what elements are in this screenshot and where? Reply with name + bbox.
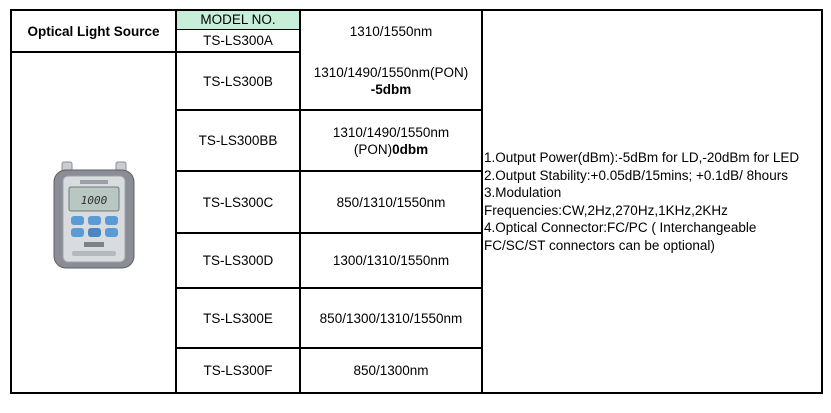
optical-light-source-device-image [50,160,140,272]
wavelength-cell: 1310/1550nm [349,23,433,39]
product-title: Optical Light Source [27,23,160,39]
model-cell: TS-LS300B [203,73,273,89]
spec-line: 1.Output Power(dBm):-5dBm for LD,-20dBm for LED [484,150,800,165]
power-value: 0dbm [392,141,429,157]
grid-line [10,392,823,394]
device-display: 1000 [80,194,108,207]
model-cell: TS-LS300E [203,310,273,326]
model-cell: TS-LS300D [202,253,274,268]
wavelength-cell: 850/1300nm [353,363,429,378]
specifications-text [484,149,824,254]
spec-line: FC/SC/ST connectors can be optional) [484,237,715,253]
wavelength-cell: 850/1300/1310/1550nm [319,310,463,326]
power-value: -5dbm [370,82,412,97]
wavelength-line-2 [354,141,428,158]
grid-line [10,9,12,394]
spec-line: Frequencies:CW,2Hz,270Hz,1KHz,2KHz [484,202,728,218]
wavelength-line: 1310/1490/1550nm(PON) [313,65,469,80]
pon-label: (PON) [353,141,393,157]
model-cell: TS-LS300F [203,363,273,378]
wavelength-cell [301,111,481,170]
spec-line: 2.Output Stability:+0.05dB/15mins; +0.1dB/ 8hours [484,167,788,183]
wavelength-cell: 1300/1310/1550nm [332,253,450,268]
model-cell: TS-LS300BB [198,133,278,148]
wavelength-line: 1310/1490/1550nm [332,124,450,140]
wavelength-cell [301,53,481,109]
wavelength-cell: 850/1310/1550nm [336,194,446,210]
spec-line: 4.Optical Connector:FC/PC ( Interchangeable [484,220,757,235]
model-no-header: MODEL NO. [200,12,276,27]
model-cell: TS-LS300A [203,33,273,48]
grid-line [481,9,483,394]
model-cell: TS-LS300C [202,194,274,210]
spec-line: 3.Modulation [484,185,562,200]
